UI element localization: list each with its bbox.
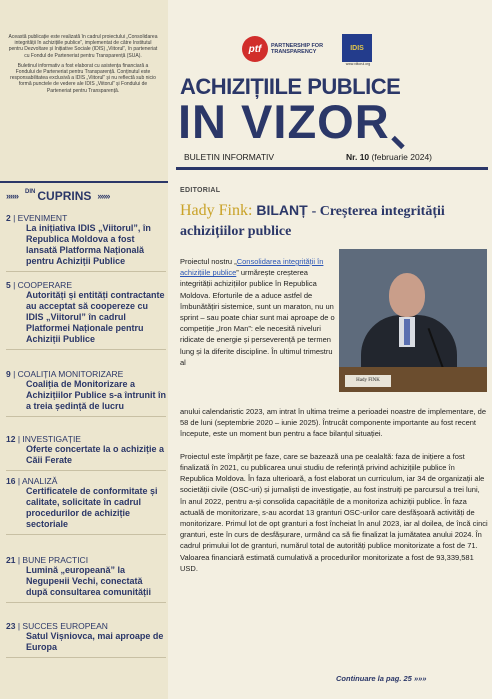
idis-logo: IDIS: [342, 34, 372, 62]
toc-item-title: Autorități și entități contractante au acceptat să coopereze cu IDIS „Viitorul” în cadrul Platformei Naționale pentru Achiziții Publice: [26, 290, 165, 344]
masthead-line2: IN VIZOR: [178, 95, 390, 148]
project-disclaimer: [8, 34, 158, 98]
toc-page-number: 16: [6, 476, 16, 486]
ptf-logo-line: PARTNERSHIP FOR: [271, 42, 324, 49]
toc-title: CUPRINS: [37, 189, 92, 203]
toc-category: INVESTIGAȚIE: [22, 434, 81, 444]
issue-date: (februarie 2024): [371, 152, 433, 162]
disclaimer-paragraph: Buletinul informativ a fost elaborat cu asistența financiară a Fondului de Parteneriat pentru Transparență. Conținutul este responsabilitatea exclusivă a IDIS „Viitorul” și nu reflectă sub nicio formă punctele de vedere ale IDIS „Viitorul” și Fondului de Parteneriat pentru Transparență.: [10, 62, 156, 94]
toc-item-title: Certificatele de conformitate și calitate, solicitate în cadrul procedurilor de achiziție sectoriale: [26, 486, 158, 529]
toc-category: ANALIZĂ: [21, 476, 58, 486]
toc-item[interactable]: 23 | SUCCES EUROPEAN Satul Vișniovca, mai aproape de Europa: [6, 621, 166, 658]
toc-page-number: 23: [6, 621, 16, 631]
article-paragraph: anului calendaristic 2023, am intrat în ultima treime a perioadei noastre de implementare, de 58 de luni (septembrie 2020 – iunie 2025). Întrucât componente importante au fost recent începute, este un moment bun pentru a face bilanțul situației.: [180, 407, 486, 439]
article-intro: Proiectul nostru „Consolidarea integrității în achizițiile publice” urmărește creșterea integrității achizițiilor publice în Republica Moldova. Eforturile de a aduce astfel de îmbunătățiri sistemice, sunt un maraton, nu un sprint – sau poate chiar sunt mai aproape de o competiție „Iron Man”: ele necesită niveluri ridicate de energie și perseverență pe termen lung și la diferite discipline. În ultimul trimestru al: [180, 257, 335, 367]
toc-item-title: Satul Vișniovca, mai aproape de Europa: [26, 631, 164, 652]
issue-number: Nr. 10: [346, 152, 370, 162]
continue-link[interactable]: Continuare la pag. 25 »»»: [336, 674, 427, 683]
toc-page-number: 21: [6, 555, 16, 565]
toc-page-number: 5: [6, 280, 11, 290]
headline-bold: BILANȚ: [256, 202, 308, 218]
magnifier-handle-icon: [391, 136, 404, 149]
headline-rest: - Creșterea integrității achizițiilor publice: [180, 204, 445, 239]
bulletin-label: BULETIN INFORMATIV: [184, 152, 275, 162]
toc-category: EVENIMENT: [17, 213, 68, 223]
article-author: Hady Fink:: [180, 202, 253, 219]
toc-item[interactable]: 2 | EVENIMENT La inițiativa IDIS „Viitorul”, în Republica Moldova a fost lansată Platforma Națională pentru Achiziții Publice: [6, 213, 166, 272]
left-column: [0, 0, 168, 699]
article-headline: [180, 201, 490, 241]
section-label: EDITORIAL: [180, 187, 221, 194]
ptf-logo-mark: ptf: [242, 36, 268, 62]
issue-info: [346, 152, 432, 162]
toc-category: BUNE PRACTICI: [22, 555, 89, 565]
name-plate: Hady FINK: [345, 375, 391, 387]
chevrons-icon: »»»: [97, 191, 110, 201]
toc-item[interactable]: 21 | BUNE PRACTICI Lumină „europeană” la Neguренii Vechi, conectată după consultarea comunității: [6, 555, 166, 603]
project-link[interactable]: Consolidarea integrității în achizițiile publice: [180, 257, 324, 278]
toc-item-title: Oferte concertate la o achiziție a Căii Ferate: [26, 444, 165, 465]
toc-item[interactable]: 5 | COOPERARE Autorități și entități contractante au acceptat să coopereze cu IDIS „Viitorul” în cadrul Platformei Naționale pentru Achiziții Publice: [6, 280, 166, 350]
article-body: [180, 406, 488, 585]
masthead-line1: ACHIZIȚIILE PUBLICE: [180, 74, 401, 99]
toc-item[interactable]: 9 | COALIȚIA MONITORIZARE Coaliția de Monitorizare a Achizițiilor Publice s-a întrunit în a treia ședință de lucru: [6, 369, 166, 417]
idis-website: www.viitorul.org: [345, 62, 371, 66]
header-divider: [176, 167, 488, 170]
toc-category: COOPERARE: [17, 280, 72, 290]
chevrons-icon: »»»: [6, 191, 19, 201]
ptf-logo: [242, 36, 323, 62]
disclaimer-paragraph: Această publicație este realizată în cadrul proiectului „Consolidarea integrității în achizițiile publice”, implementat de către Institutul pentru Dezvoltare și Inițiative Sociale (IDIS) „Viitorul”, în parteneriat cu Fondul de Parteneriat pentru Transparență (SUA).: [8, 34, 158, 59]
author-photo: [339, 249, 487, 392]
chevrons-icon: »»»: [413, 674, 427, 683]
toc-category: SUCCES EUROPEAN: [22, 621, 108, 631]
toc-item-title: La inițiativa IDIS „Viitorul”, în Republica Moldova a fost lansată Platforma Națională pentru Achiziții Publice: [26, 223, 151, 266]
toc-item[interactable]: 16 | ANALIZĂ Certificatele de conformitate și calitate, solicitate în cadrul procedurilor de achiziție sectoriale: [6, 476, 166, 535]
toc-page-number: 2: [6, 213, 11, 223]
toc-category: COALIȚIA MONITORIZARE: [17, 369, 124, 379]
article-paragraph: Proiectul este împărțit pe faze, care se bazează una pe cealaltă: faza de inițiere a fost finalizată în 2021, cu publicarea unui studiu de referință privind achizițiile publice în Republica Moldova. În faza ulterioară, a fost elaborat un curriculum, iar 34 de organizații ale societății civile (OSC-uri) și jurnaliști de investigație, au fost instruiți pe parcursul a trei luni, în anul 2022, pentru a-și consolida capacitățile de a monitoriza achiziții publice. În faza actuală de monitorizare, s-au acordat 13 granturi OSC-urilor care desfășoară activități de monitorizare. Primul lot de opt granturi a fost încheiat în anul 2023, iar al doilea, de încă cinci granturi, este în curs de desfășurare, urmând ca să fie finalizat la jumătatea anului 2024. În cadrul primului lot de granturi, numărul total de autorități publice monitorizate a fost de 71. Valoarea financiară estimată cumulativă a procedurilor monitorizate a fost de 93,339,581 USD.: [180, 451, 488, 573]
toc-page-number: 9: [6, 369, 11, 379]
toc-item-title: Coaliția de Monitorizare a Achizițiilor Publice s-a întrunit în a treia ședință de lucru: [26, 379, 167, 411]
toc-item-title: Lumină „europeană” la Neguренii Vechi, conectată după consultarea comunității: [26, 565, 152, 597]
ptf-logo-line: TRANSPARENCY: [271, 49, 317, 55]
toc-header: [0, 181, 168, 209]
toc-din-label: DIN: [25, 189, 36, 195]
toc-item[interactable]: 12 | INVESTIGAȚIE Oferte concertate la o achiziție a Căii Ferate: [6, 434, 166, 471]
toc-page-number: 12: [6, 434, 16, 444]
